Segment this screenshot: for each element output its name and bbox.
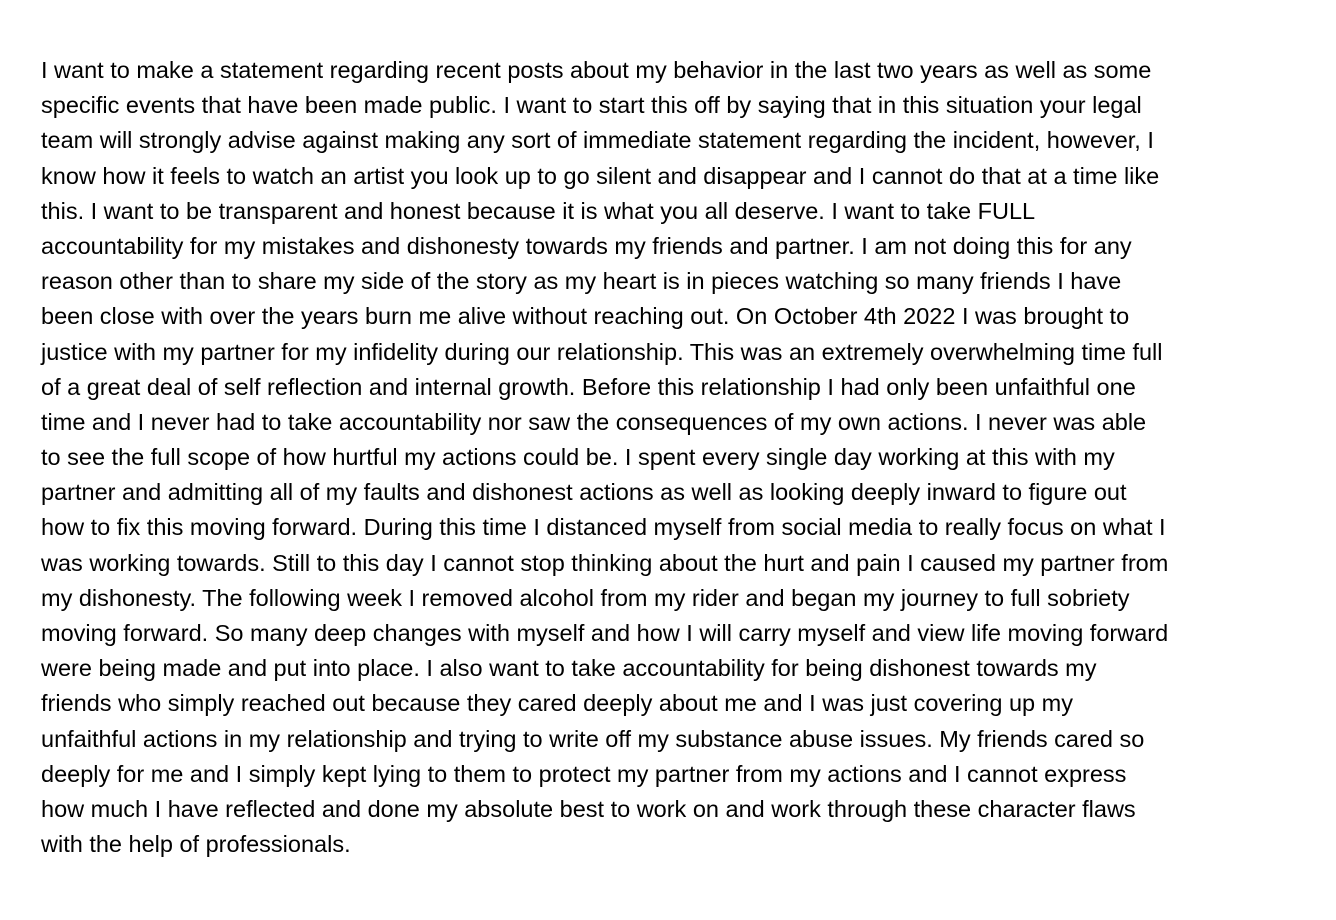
statement-line: time and I never had to take accountability nor saw the consequences of my own actions. I never was able: [41, 408, 1147, 435]
statement-line: friends who simply reached out because they cared deeply about me and I was just covering up my: [41, 690, 1073, 717]
statement-line: how to fix this moving forward. During this time I distanced myself from social media to really focus on what I: [41, 514, 1166, 541]
statement-line: with the help of professionals.: [41, 831, 351, 858]
statement-line: were being made and put into place. I also want to take accountability for being dishonest towards my: [41, 655, 1097, 682]
statement-line: of a great deal of self reflection and internal growth. Before this relationship I had only been unfaithful one: [41, 373, 1136, 400]
statement-line: this. I want to be transparent and honest because it is what you all deserve. I want to take FULL: [41, 197, 1036, 224]
statement-line: team will strongly advise against making any sort of immediate statement regarding the incident, however, I: [41, 127, 1154, 154]
statement-line: know how it feels to watch an artist you look up to go silent and disappear and I cannot do that at a time like: [41, 162, 1160, 189]
statement-line: specific events that have been made public. I want to start this off by saying that in this situation your legal: [41, 92, 1142, 119]
statement-line: justice with my partner for my infidelity during our relationship. This was an extremely overwhelming time full: [41, 338, 1163, 365]
statement-line: unfaithful actions in my relationship and trying to write off my substance abuse issues. My friends cared so: [41, 725, 1145, 752]
statement-line: accountability for my mistakes and dishonesty towards my friends and partner. I am not doing this for any: [41, 232, 1132, 259]
statement-line: was working towards. Still to this day I cannot stop thinking about the hurt and pain I caused my partner from: [41, 549, 1169, 576]
statement-line: deeply for me and I simply kept lying to them to protect my partner from my actions and I cannot express: [41, 760, 1127, 787]
statement-line: reason other than to share my side of the story as my heart is in pieces watching so many friends I have: [41, 268, 1122, 295]
statement-line: I want to make a statement regarding recent posts about my behavior in the last two years as well as some: [41, 57, 1152, 83]
statement-line: how much I have reflected and done my absolute best to work on and work through these character flaws: [41, 795, 1136, 822]
statement-paragraph: [41, 53, 1331, 862]
statement-line: been close with over the years burn me alive without reaching out. On October 4th 2022 I was brought to: [41, 303, 1130, 330]
statement-line: to see the full scope of how hurtful my actions could be. I spent every single day working at this with my: [41, 444, 1115, 471]
statement-line: moving forward. So many deep changes with myself and how I will carry myself and view life moving forward: [41, 620, 1169, 646]
statement-line: my dishonesty. The following week I removed alcohol from my rider and began my journey to full sobriety: [41, 584, 1130, 611]
statement-line: partner and admitting all of my faults and dishonest actions as well as looking deeply inward to figure out: [41, 479, 1127, 506]
